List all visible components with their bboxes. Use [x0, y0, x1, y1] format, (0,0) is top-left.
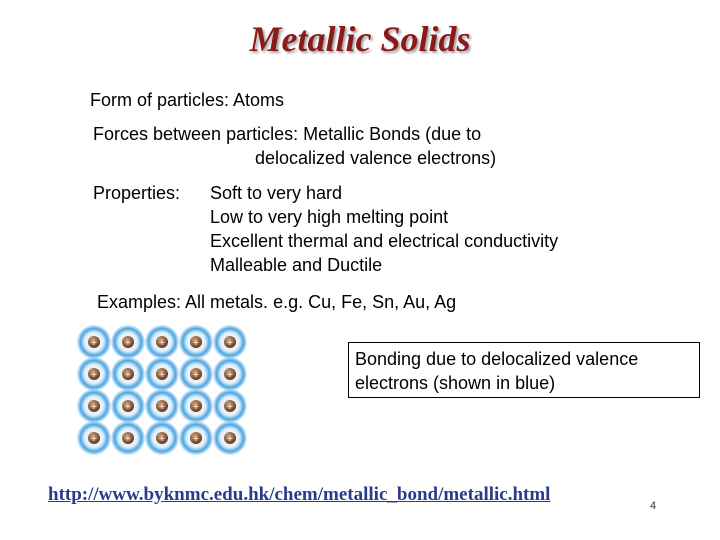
bonding-callout: Bonding due to delocalized valence electrons (shown in blue)	[348, 342, 700, 398]
properties-label: Properties:	[93, 183, 181, 203]
ion-charge-glyph: +	[192, 402, 200, 411]
ion-charge-glyph: +	[226, 434, 234, 443]
ion-charge-glyph: +	[192, 338, 200, 347]
form-of-particles: Form of particles: Atoms	[90, 90, 285, 110]
ion-charge-glyph: +	[90, 434, 98, 443]
ion-charge-glyph: +	[226, 338, 234, 347]
slide-title: Metallic Solids	[249, 19, 471, 59]
forces-line-1: Forces between particles: Metallic Bonds (due to	[93, 124, 482, 144]
ion-charge-glyph: +	[192, 370, 200, 379]
property-item: Low to very high melting point	[210, 207, 449, 227]
ion-charge-glyph: +	[90, 338, 98, 347]
forces-line-2: delocalized valence electrons)	[255, 148, 497, 168]
ion-charge-glyph: +	[124, 370, 132, 379]
ion-charge-glyph: +	[226, 402, 234, 411]
ion-charge-glyph: +	[192, 434, 200, 443]
ion-charge-glyph: +	[158, 370, 166, 379]
page-number: 4	[650, 500, 657, 512]
ion-charge-glyph: +	[90, 402, 98, 411]
ion-charge-glyph: +	[124, 338, 132, 347]
ion-charge-glyph: +	[124, 402, 132, 411]
ion-charge-glyph: +	[226, 370, 234, 379]
property-item: Excellent thermal and electrical conductivity	[210, 231, 559, 251]
property-item: Soft to very hard	[210, 183, 343, 203]
source-link[interactable]: http://www.byknmc.edu.hk/chem/metallic_bond/metallic.html	[48, 484, 551, 505]
ion-charge-glyph: +	[124, 434, 132, 443]
ion-charge-glyph: +	[158, 402, 166, 411]
property-item: Malleable and Ductile	[210, 255, 383, 275]
ion-charge-glyph: +	[158, 434, 166, 443]
metallic-lattice-illustration	[64, 322, 260, 466]
examples-line: Examples: All metals. e.g. Cu, Fe, Sn, Au, Ag	[97, 292, 457, 312]
ion-charge-glyph: +	[90, 370, 98, 379]
ion-charge-glyph: +	[158, 338, 166, 347]
